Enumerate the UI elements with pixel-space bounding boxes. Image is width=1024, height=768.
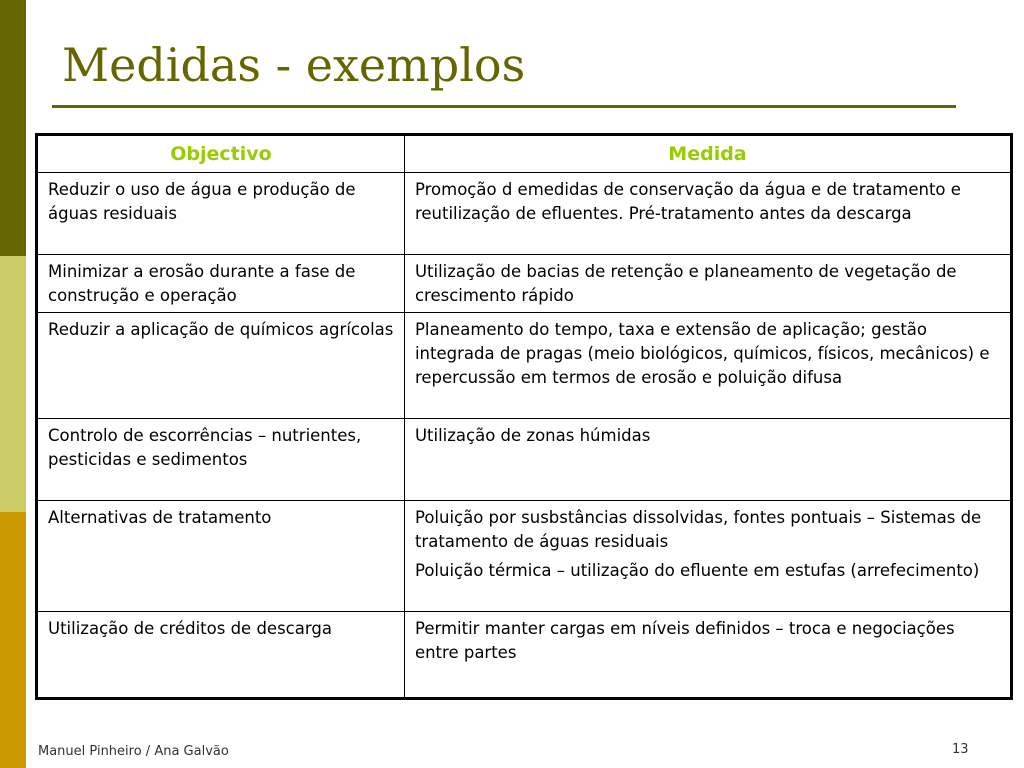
title-underline <box>52 105 956 108</box>
objective-cell: Reduzir o uso de água e produção de águas residuais <box>37 173 405 255</box>
measure-text: Utilização de zonas húmidas <box>414 426 651 445</box>
table-header-row <box>37 135 1012 173</box>
table-row <box>37 255 1012 313</box>
measure-cell <box>404 419 1011 501</box>
side-bar-top <box>0 0 26 256</box>
objective-cell: Utilização de créditos de descarga <box>37 612 405 699</box>
table-row <box>37 419 1012 501</box>
measure-text: Permitir manter cargas em níveis definidos – troca e negociações entre partes <box>414 619 955 662</box>
objective-cell: Reduzir a aplicação de químicos agrícolas <box>37 313 405 419</box>
measure-cell <box>404 255 1011 313</box>
measures-table <box>35 133 1013 700</box>
header-measure: Medida <box>404 135 1011 173</box>
table-row <box>37 173 1012 255</box>
measure-text: Planeamento do tempo, taxa e extensão de aplicação; gestão integrada de pragas (meio biológicos, químicos, físicos, mecânicos) e repercussão em termos de erosão e poluição difusa <box>414 320 990 387</box>
slide-title: Medidas - exemplos <box>62 38 526 92</box>
objective-cell: Alternativas de tratamento <box>37 501 405 612</box>
header-objective: Objectivo <box>37 135 405 173</box>
measure-text: Poluição por susbstâncias dissolvidas, fontes pontuais – Sistemas de tratamento de águas residuais <box>414 508 982 551</box>
measure-cell <box>404 313 1011 419</box>
measure-text: Utilização de bacias de retenção e planeamento de vegetação de crescimento rápido <box>414 262 957 305</box>
footer-author: Manuel Pinheiro / Ana Galvão <box>38 744 229 759</box>
table-row <box>37 612 1012 699</box>
objective-cell: Controlo de escorrências – nutrientes, pesticidas e sedimentos <box>37 419 405 501</box>
measure-text: Promoção d emedidas de conservação da água e de tratamento e reutilização de efluentes. Pré-tratamento antes da descarga <box>414 180 961 223</box>
objective-cell: Minimizar a erosão durante a fase de construção e operação <box>37 255 405 313</box>
measure-cell <box>404 173 1011 255</box>
page-number: 13 <box>952 742 969 757</box>
table-row <box>37 313 1012 419</box>
measure-cell <box>404 501 1011 612</box>
side-bar-middle <box>0 256 26 512</box>
side-bar-bottom <box>0 512 26 768</box>
measure-cell <box>404 612 1011 699</box>
table-row <box>37 501 1012 612</box>
measure-text: Poluição térmica – utilização do efluente em estufas (arrefecimento) <box>414 561 980 580</box>
